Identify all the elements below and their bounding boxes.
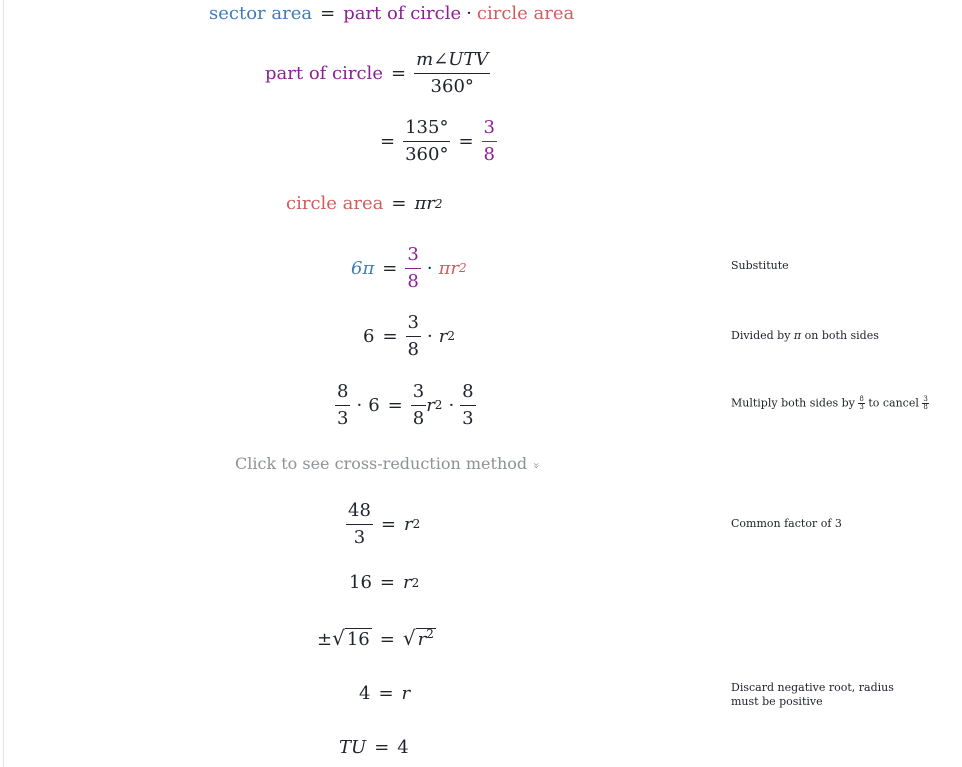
- denominator: 8: [407, 338, 419, 360]
- equation-part-value: [372, 118, 497, 165]
- plus-minus: ±: [317, 628, 333, 650]
- equals-sign: =: [374, 737, 390, 758]
- denominator: 360°: [430, 75, 474, 97]
- denominator: 360°: [405, 143, 449, 165]
- radical-sign: √: [402, 626, 416, 650]
- denominator: 3: [353, 526, 366, 548]
- denominator: 8: [412, 407, 425, 429]
- step-final-answer: [339, 737, 409, 758]
- toggle-label: Click to see cross-reduction method: [235, 454, 528, 473]
- fraction-3-over-8: [406, 313, 421, 360]
- r: r: [438, 325, 448, 347]
- r: r: [403, 572, 412, 593]
- r: r: [401, 683, 411, 704]
- step-divide-pi: 6 = $\frac{3}{8}$ · r 2: [363, 312, 455, 360]
- note-discard-negative: Discard negative root, radius must be positive: [731, 681, 894, 709]
- equals-sign: =: [379, 572, 395, 593]
- equals-sign: =: [390, 62, 407, 84]
- fraction-8-over-3: [460, 382, 475, 429]
- equals-sign: =: [391, 193, 407, 214]
- denominator: 3: [337, 407, 349, 429]
- pi-symbol: π: [793, 329, 802, 342]
- note-substitute: Substitute: [731, 259, 789, 272]
- equals-sign: =: [387, 394, 403, 416]
- step-multiply: $\frac{8}{3}$ · 6 = $\frac{3}{8}$ r 2 · $\frac{8}{3}$: [337, 381, 474, 429]
- term-part-of-circle: part of circle: [265, 62, 383, 84]
- numerator: 8: [335, 382, 350, 406]
- fraction-3-over-8: [411, 382, 426, 429]
- r: r: [417, 629, 427, 650]
- lhs: 16: [349, 572, 372, 593]
- numerator: 3: [923, 395, 928, 403]
- fraction-angle-over-360: [414, 50, 490, 97]
- denominator: 8: [923, 403, 928, 411]
- pi-r: πr: [438, 257, 460, 279]
- term-circle-area: circle area: [286, 193, 384, 214]
- numerator: 3: [405, 245, 420, 269]
- r: r: [404, 513, 413, 535]
- note-text: Divided by: [731, 329, 794, 342]
- lhs: 4: [359, 683, 371, 704]
- note-common-factor: Common factor of 3: [731, 517, 842, 530]
- radicand: 16: [346, 629, 370, 650]
- cross-reduction-toggle[interactable]: [235, 454, 543, 473]
- fraction-8-over-3: [335, 382, 350, 429]
- equals-sign: =: [382, 325, 398, 347]
- radical-sign: √: [332, 626, 345, 650]
- square-root-16: [332, 628, 372, 651]
- fraction-3-over-8: [482, 118, 497, 165]
- page-left-border: [3, 0, 4, 767]
- numerator: 3: [411, 382, 426, 406]
- square-root-r-squared: [403, 628, 436, 651]
- note-text: Multiply both sides by: [731, 396, 859, 410]
- denominator: 3: [462, 407, 474, 429]
- equals-sign: =: [380, 130, 396, 152]
- equals-sign: =: [458, 130, 474, 152]
- note-multiply-both-sides: [731, 396, 929, 411]
- term-part-of-circle: part of circle: [343, 3, 462, 24]
- term-circle-area: circle area: [476, 3, 575, 24]
- lhs: TU: [339, 737, 367, 758]
- rhs: 4: [397, 737, 409, 758]
- pi-r: πr: [414, 193, 435, 214]
- r: r: [426, 394, 435, 416]
- numerator: 135°: [403, 118, 450, 142]
- note-text: to cancel: [864, 396, 923, 410]
- equals-sign: =: [382, 257, 398, 279]
- equals-sign: =: [378, 683, 394, 704]
- equals-sign: =: [320, 3, 336, 24]
- denominator: 3: [859, 403, 864, 411]
- lhs: 6: [363, 325, 375, 347]
- numerator: 48: [346, 501, 373, 525]
- denominator: 8: [407, 270, 419, 292]
- six: 6: [368, 394, 380, 416]
- fraction-135-over-360: [403, 118, 450, 165]
- term-sector-area: sector area: [209, 3, 313, 24]
- dot-operator: ·: [466, 3, 472, 24]
- mini-fraction-3-over-8: [922, 396, 928, 411]
- step-square-root: [317, 628, 436, 651]
- fraction-48-over-3: [346, 501, 373, 548]
- equation-part-of-circle: [265, 50, 490, 97]
- lhs: 6π: [351, 257, 375, 279]
- step-sixteen: 16 = r 2: [349, 572, 420, 593]
- dot-operator: ·: [356, 394, 363, 416]
- note-divided-by-pi: [731, 329, 879, 342]
- denominator: 8: [483, 143, 495, 165]
- equals-sign: =: [380, 513, 396, 535]
- dot-operator: ·: [448, 394, 455, 416]
- step-common-factor: $\frac{48}{3}$ = r 2: [348, 500, 421, 548]
- fraction-3-over-8: [405, 245, 420, 292]
- numerator: 3: [482, 118, 497, 142]
- note-text: on both sides: [801, 329, 879, 342]
- step-substitute: 6π = $\frac{3}{8}$ · πr 2: [351, 244, 467, 292]
- equals-sign: =: [379, 628, 395, 650]
- numerator: 3: [406, 313, 421, 337]
- radicand: [416, 628, 436, 651]
- dot-operator: ·: [426, 257, 433, 279]
- numerator: 8: [460, 382, 475, 406]
- formula-sector-area: [209, 3, 574, 24]
- step-radius-result: [359, 683, 410, 704]
- dot-operator: ·: [427, 325, 433, 347]
- numerator: m∠UTV: [414, 50, 490, 74]
- exponent: 2: [426, 627, 434, 641]
- numerator: 8: [859, 395, 864, 403]
- double-chevron-down-icon: »: [529, 462, 543, 469]
- equation-circle-area: circle area = πr 2: [286, 193, 443, 214]
